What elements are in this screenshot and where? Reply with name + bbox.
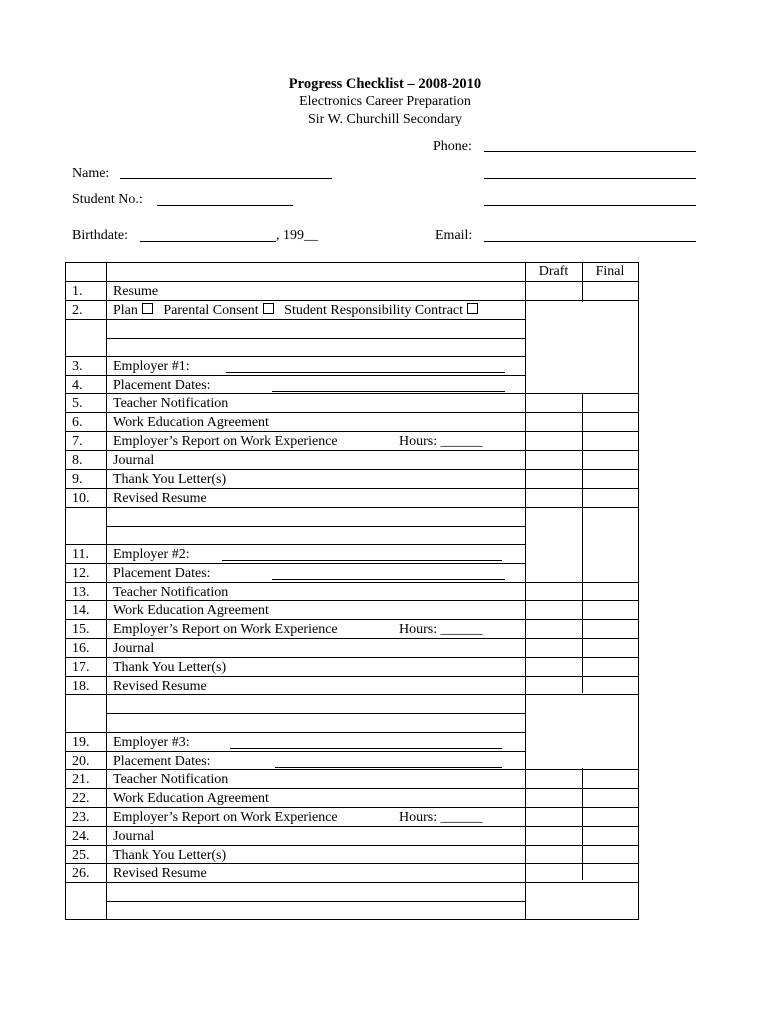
column-header-draft: Draft xyxy=(538,264,569,279)
table-header-border xyxy=(65,281,639,282)
parental-consent-label: Parental Consent xyxy=(163,303,259,318)
row-line xyxy=(65,563,526,564)
row-line xyxy=(65,638,639,639)
row-line xyxy=(65,356,526,357)
item-label: Placement Dates: xyxy=(113,566,211,581)
table-border-num xyxy=(106,262,107,919)
item-number: 5. xyxy=(72,396,83,411)
placement-dates-3-field[interactable] xyxy=(275,767,502,768)
item-number: 13. xyxy=(72,585,90,600)
birthdate-field[interactable] xyxy=(140,241,276,242)
parental-consent-checkbox[interactable] xyxy=(263,303,274,314)
hours-field[interactable]: Hours: ______ xyxy=(399,622,483,637)
placement-dates-2-field[interactable] xyxy=(272,579,505,580)
plan-checkbox[interactable] xyxy=(142,303,153,314)
phone-field-2[interactable] xyxy=(484,178,696,179)
phone-label: Phone: xyxy=(433,139,472,154)
item-label: Employer #1: xyxy=(113,359,190,374)
item-label: Employer #2: xyxy=(113,547,190,562)
school-name: Sir W. Churchill Secondary xyxy=(308,112,462,127)
item-number: 9. xyxy=(72,472,83,487)
item-number: 24. xyxy=(72,829,90,844)
row-line xyxy=(65,412,639,413)
table-bottom-border xyxy=(65,919,639,920)
item-label: Journal xyxy=(113,641,155,656)
row-line xyxy=(106,526,526,527)
row-line xyxy=(106,338,526,339)
row-line xyxy=(65,469,639,470)
item-number: 26. xyxy=(72,866,90,881)
row-line xyxy=(65,619,639,620)
student-responsibility-checkbox[interactable] xyxy=(467,303,478,314)
item-number: 17. xyxy=(72,660,90,675)
item-label-plan xyxy=(113,303,478,319)
item-number: 10. xyxy=(72,491,90,506)
item-label: Employer’s Report on Work Experience xyxy=(113,810,338,825)
row-line xyxy=(65,488,639,489)
table-top-border xyxy=(65,262,639,263)
item-number: 19. xyxy=(72,735,90,750)
item-label: Employer’s Report on Work Experience xyxy=(113,622,338,637)
email-label: Email: xyxy=(435,228,473,243)
employer-3-field[interactable] xyxy=(230,748,502,749)
item-label: Placement Dates: xyxy=(113,378,211,393)
item-number: 12. xyxy=(72,566,90,581)
item-label: Placement Dates: xyxy=(113,754,211,769)
table-border-final-b xyxy=(582,393,583,693)
item-label: Teacher Notification xyxy=(113,396,229,411)
item-label: Work Education Agreement xyxy=(113,603,269,618)
employer-1-field[interactable] xyxy=(226,372,505,373)
column-header-final: Final xyxy=(595,264,625,279)
row-line xyxy=(65,319,526,320)
item-label: Revised Resume xyxy=(113,866,207,881)
row-line xyxy=(65,676,639,677)
item-label: Work Education Agreement xyxy=(113,415,269,430)
item-number: 18. xyxy=(72,679,90,694)
row-line xyxy=(65,544,526,545)
page-subtitle: Electronics Career Preparation xyxy=(299,94,471,109)
item-number: 8. xyxy=(72,453,83,468)
row-line xyxy=(65,450,639,451)
row-line xyxy=(65,882,639,883)
table-border-right xyxy=(638,262,639,919)
table-border-left xyxy=(65,262,66,919)
hours-field[interactable]: Hours: ______ xyxy=(399,434,483,449)
hours-field[interactable]: Hours: ______ xyxy=(399,810,483,825)
item-number: 3. xyxy=(72,359,83,374)
row-line xyxy=(65,732,526,733)
item-label: Revised Resume xyxy=(113,679,207,694)
plan-label: Plan xyxy=(113,303,138,318)
row-line xyxy=(65,807,639,808)
email-field[interactable] xyxy=(484,241,696,242)
item-number: 15. xyxy=(72,622,90,637)
name-label: Name: xyxy=(72,166,110,181)
item-number: 1. xyxy=(72,284,83,299)
item-number: 22. xyxy=(72,791,90,806)
item-label: Thank You Letter(s) xyxy=(113,848,227,863)
item-label: Employer #3: xyxy=(113,735,190,750)
row-line xyxy=(65,507,639,508)
item-number: 23. xyxy=(72,810,90,825)
row-line xyxy=(65,751,526,752)
item-number: 11. xyxy=(72,547,89,562)
row-line xyxy=(106,901,526,902)
birthdate-suffix: , 199__ xyxy=(276,228,318,243)
phone-field-3[interactable] xyxy=(484,205,696,206)
item-number: 6. xyxy=(72,415,83,430)
birthdate-label: Birthdate: xyxy=(72,228,128,243)
item-label: Work Education Agreement xyxy=(113,791,269,806)
phone-field[interactable] xyxy=(484,151,696,152)
placement-dates-1-field[interactable] xyxy=(272,391,505,392)
row-line xyxy=(65,431,639,432)
row-line xyxy=(65,300,639,301)
row-line xyxy=(65,826,639,827)
item-label: Journal xyxy=(113,829,155,844)
item-label: Revised Resume xyxy=(113,491,207,506)
item-number: 21. xyxy=(72,772,90,787)
row-line xyxy=(65,375,526,376)
page-title: Progress Checklist – 2008-2010 xyxy=(288,76,482,92)
item-number: 16. xyxy=(72,641,90,656)
item-number: 20. xyxy=(72,754,90,769)
row-line xyxy=(65,657,639,658)
student-no-label: Student No.: xyxy=(72,192,143,207)
employer-2-field[interactable] xyxy=(222,560,502,561)
table-border-draft xyxy=(525,262,526,919)
item-label: Teacher Notification xyxy=(113,585,229,600)
item-label: Thank You Letter(s) xyxy=(113,660,227,675)
item-number: 7. xyxy=(72,434,83,449)
student-no-field[interactable] xyxy=(157,205,293,206)
item-label: Resume xyxy=(113,284,159,299)
item-label: Teacher Notification xyxy=(113,772,229,787)
item-number: 4. xyxy=(72,378,83,393)
item-label: Thank You Letter(s) xyxy=(113,472,227,487)
name-field[interactable] xyxy=(120,178,332,179)
item-number: 25. xyxy=(72,848,90,863)
row-line xyxy=(65,582,639,583)
student-responsibility-label: Student Responsibility Contract xyxy=(284,303,464,318)
row-line xyxy=(65,788,639,789)
row-line xyxy=(65,845,639,846)
item-number: 2. xyxy=(72,303,83,318)
item-number: 14. xyxy=(72,603,90,618)
row-line xyxy=(106,713,526,714)
item-label: Journal xyxy=(113,453,155,468)
item-label: Employer’s Report on Work Experience xyxy=(113,434,338,449)
